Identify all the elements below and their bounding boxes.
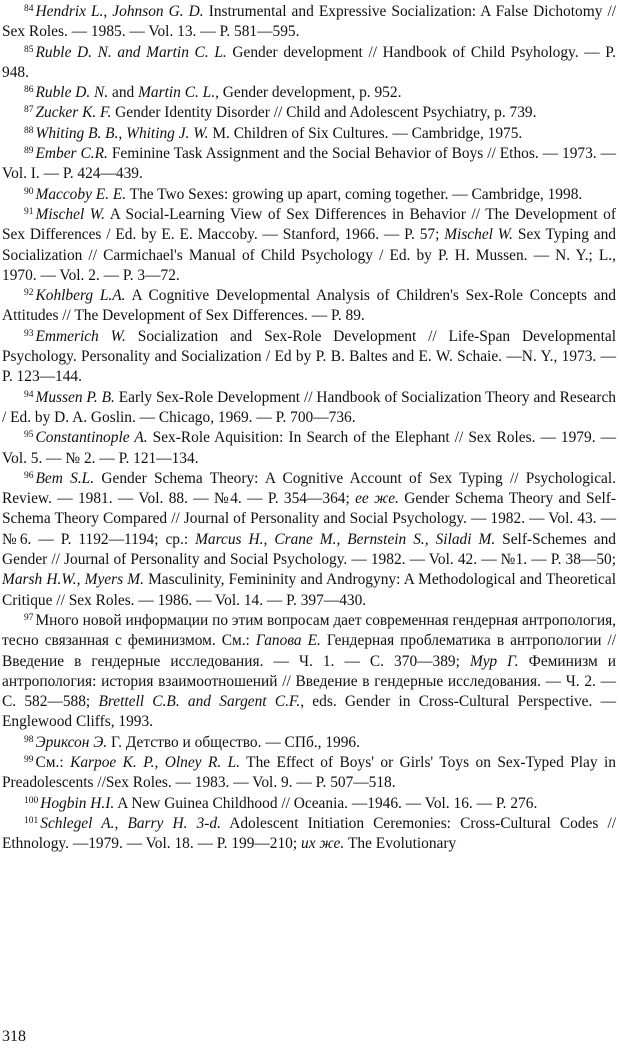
footnote-text: Sex-Role Aquisition: In Search of the Elephant // Sex Roles. — 1979. — Vol. 5. — № 2. — P. 121—134. (2, 429, 616, 467)
footnote-author: Ruble D. N. (35, 84, 109, 102)
footnote-text: The Effect of Boys' or Girls' Toys on Sex-Typed Play in Preadolescents //Sex Roles. — 1983. — Vol. 9. — P. 507—518. (2, 753, 616, 792)
footnote-author: Maccoby E. E. (35, 185, 127, 203)
footnote-text: Sex Typing and Socialization // Carmichael's Manual of Child Psychology / Ed. by P. H. Mussen. — N. Y.; L., 1970. — Vol. 2. — P. 3—72. (2, 226, 616, 284)
footnote-96 (2, 469, 616, 611)
footnote-author: Martin C. L. (138, 84, 216, 102)
footnote-text: A Cognitive Developmental Analysis of Children's Sex-Role Concepts and Attitudes // The Development of Sex Differences. — P. 89. (2, 287, 617, 325)
footnote-98 (2, 733, 616, 753)
footnote-author: Ember C.R. (35, 145, 108, 163)
footnote-number: 96 (24, 470, 34, 481)
footnote-text: Феминизм и антропология: история взаимоотношений // Введение в гендерные исследования. — Ч. 2. — С. 582—588; (2, 652, 617, 711)
footnote-author: Karpoe K. P., Olney R. L. (70, 753, 241, 771)
footnote-author: Zucker K. F. (35, 104, 112, 122)
footnote-number: 101 (24, 815, 39, 826)
footnote-text: A New Guinea Childhood // Oceania. —1946. — Vol. 16. — P. 276. (114, 794, 538, 812)
footnote-94 (2, 388, 616, 429)
footnote-88 (2, 124, 616, 144)
footnote-number: 100 (24, 795, 39, 806)
footnotes-block (2, 2, 616, 854)
footnote-author: Mischel W. (35, 205, 106, 223)
footnote-author: Emmerich W. (35, 327, 126, 345)
footnote-author: Marsh H.W., Myers M. (2, 571, 144, 589)
footnote-text: Gender Schema Theory and Self-Schema Theory Compared // Journal of Personality and Social Psychology. — 1982. — Vol. 43. — №6. — P. 1192—1194; ср.: (2, 490, 616, 548)
footnote-text: The Evolutionary (344, 835, 457, 853)
footnote-author: Constantinople A. (35, 429, 148, 447)
footnote-97 (2, 611, 616, 733)
footnote-text: Self-Schemes and Gender // Journal of Personality and Social Psychology. — 1982. — Vol. 42. — №1. — P. 38—50; (2, 530, 616, 569)
footnote-author: Mischel W. (444, 226, 514, 244)
footnote-number: 99 (24, 754, 34, 765)
footnote-91 (2, 205, 616, 286)
footnote-90 (2, 185, 616, 205)
footnote-number: 91 (24, 206, 34, 217)
footnote-number: 84 (24, 4, 34, 14)
footnote-number: 95 (24, 430, 34, 441)
footnote-author: Мур Г. (469, 652, 519, 670)
footnote-text: Много новой информации по этим вопросам дает современная гендерная антропология, тесно связанная с феминизмом. См.: (2, 611, 616, 650)
footnote-author: Kohlberg L.A. (35, 287, 126, 305)
footnote-text: Masculinity, Femininity and Androgyny: A Methodological and Theoretical Critique // Sex Roles. — 1986. — Vol. 14. — P. 397—430. (2, 571, 616, 609)
footnote-author: Hendrix L., Johnson G. D. (35, 3, 204, 20)
footnote-author: Гапова Е. (255, 632, 321, 650)
footnote-text: Feminine Task Assignment and the Social Behavior of Boys // Ethos. — 1973. — Vol. I. — P. 424—439. (2, 145, 616, 183)
footnote-100 (2, 794, 616, 814)
page-number: 318 (2, 1028, 26, 1045)
footnote-number: 86 (24, 85, 34, 96)
footnote-text: A Social-Learning View of Sex Differences in Behavior // The Development of Sex Differences / Ed. by E. E. Maccoby. — Stanford, 1966. — P. 57; (2, 205, 617, 244)
footnote-author: их же. (301, 835, 345, 853)
footnote-84 (2, 2, 616, 43)
footnote-text: Gender Identity Disorder // Child and Adolescent Psychiatry, p. 739. (111, 104, 537, 122)
footnote-text: The Two Sexes: growing up apart, coming together. — Cambridge, 1998. (126, 185, 583, 203)
footnote-number: 97 (24, 612, 34, 623)
footnote-number: 98 (24, 734, 34, 745)
footnote-93 (2, 327, 616, 388)
footnote-text: Adolescent Initiation Ceremonies: Cross-Cultural Codes // Ethnology. —1979. — Vol. 18. — P. 199—210; (2, 814, 617, 853)
footnote-author: Bem S.L. (35, 469, 95, 487)
footnote-text: and (108, 84, 139, 102)
footnote-author: Ruble D. N. and Martin C. L. (35, 43, 227, 61)
footnote-text: Early Sex-Role Development // Handbook of Socialization Theory and Research / Ed. by D. A. Goslin. — Chicago, 1969. — P. 700—736. (2, 388, 617, 426)
footnote-text: , eds. Gender in Cross-Cultural Perspective. — Englewood Cliffs, 1993. (2, 693, 617, 731)
footnote-101 (2, 814, 616, 855)
footnote-text: Socialization and Sex-Role Development // Life-Span Developmental Psychology. Personality and Socialization / Ed by P. B. Baltes and E. W. Schaie. —N. Y., 1973. — P. 123—144. (2, 327, 617, 386)
footnote-author: Marcus H., Crane M., Bernstein S., Siladi M. (195, 530, 496, 548)
footnote-author: Эриксон Э. (35, 733, 108, 751)
footnote-number: 92 (24, 288, 34, 299)
footnote-number: 89 (24, 146, 34, 157)
footnote-85 (2, 43, 616, 84)
footnote-text: Гендерная проблематика в антропологии // Введение в гендерные исследования. — Ч. 1. — С. 370—389; (2, 632, 617, 670)
footnote-text: Gender development // Handbook of Child Psyhology. — P. 948. (2, 43, 616, 81)
footnote-95 (2, 428, 616, 469)
footnote-text: , Gender development, p. 952. (215, 84, 402, 102)
footnote-author: Whiting B. B., Whiting J. W. (35, 124, 209, 142)
footnote-89 (2, 144, 616, 185)
footnote-author: Schlegel A., Barry H. 3-d. (40, 814, 221, 832)
footnote-text: Instrumental and Expressive Socialization: A False Dichotomy // Sex Roles. — 1985. — Vol. 13. — P. 581—595. (2, 3, 616, 41)
footnote-author: Mussen P. B. (35, 388, 115, 406)
footnote-number: 93 (24, 328, 34, 339)
footnote-92 (2, 286, 616, 327)
footnote-text: M. Children of Six Cultures. — Cambridge, 1975. (208, 124, 523, 142)
footnote-author: Hogbin H.I. (40, 794, 115, 812)
footnote-87 (2, 103, 616, 123)
footnote-number: 94 (24, 389, 34, 400)
footnote-text: См.: (35, 753, 71, 771)
footnote-number: 87 (24, 105, 34, 116)
footnote-text: Gender Schema Theory: A Cognitive Account of Sex Typing // Psychological. Review. — 1981. — Vol. 88. — №4. — P. 354—364; (2, 469, 616, 508)
footnote-text: Г. Детство и общество. — СПб., 1996. (107, 733, 360, 751)
footnote-number: 85 (24, 44, 34, 55)
footnote-number: 88 (24, 125, 34, 136)
footnote-author: ee же. (355, 490, 399, 508)
footnote-99 (2, 753, 616, 794)
footnote-86 (2, 83, 616, 103)
footnote-number: 90 (24, 186, 34, 197)
footnote-author: Brettell C.B. and Sargent C.F. (98, 693, 301, 711)
